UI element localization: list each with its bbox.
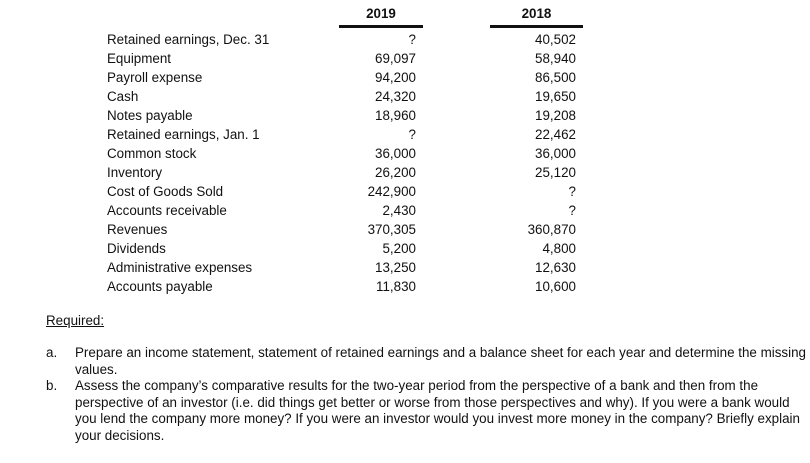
account-label: Revenues — [107, 222, 168, 237]
column-header-2018: 2018 — [521, 6, 552, 21]
value-2019: ? — [408, 127, 416, 142]
account-labels-column — [107, 30, 347, 296]
account-label: Common stock — [107, 146, 197, 161]
account-label: Cash — [107, 89, 139, 104]
value-2019: 5,200 — [382, 241, 416, 256]
value-2019: 69,097 — [375, 51, 416, 66]
account-label: Dividends — [107, 241, 166, 256]
value-2018: 10,600 — [535, 279, 576, 294]
value-2019: 94,200 — [375, 70, 416, 85]
value-2018: 58,940 — [535, 51, 576, 66]
value-2018: 4,800 — [542, 241, 576, 256]
column-header-2019: 2019 — [366, 6, 396, 21]
account-label: Accounts payable — [107, 279, 213, 294]
requirement-text: Assess the company’s comparative results for the two-year period from the perspective of a bank and then from the perspective of an investor (i.e. did things get better or worse from those perspectives and why). If you were a bank would you lend the company more money? If you were an investor would you invest more money in the company? Briefly explain your decisions. — [75, 378, 800, 443]
value-2019: 24,320 — [375, 89, 416, 104]
values-2019-column — [330, 30, 416, 296]
value-2018: 40,502 — [535, 32, 576, 47]
account-label: Inventory — [107, 165, 163, 180]
value-2018: ? — [568, 203, 576, 218]
value-2019: 26,200 — [375, 165, 416, 180]
value-2018: 86,500 — [535, 70, 576, 85]
header-underline-2018 — [490, 25, 583, 28]
value-2018: 360,870 — [527, 222, 576, 237]
account-label: Equipment — [107, 51, 172, 66]
value-2018: 25,120 — [535, 165, 576, 180]
value-2018: ? — [568, 184, 576, 199]
required-heading: Required: — [46, 313, 105, 328]
account-label: Administrative expenses — [107, 260, 253, 275]
requirement-text: Prepare an income statement, statement of retained earnings and a balance sheet for each year and determine the missing values. — [75, 345, 806, 377]
value-2018: 36,000 — [535, 146, 576, 161]
account-label: Retained earnings, Dec. 31 — [107, 32, 270, 47]
value-2019: 370,305 — [367, 222, 416, 237]
value-2019: 2,430 — [382, 203, 416, 218]
account-label: Retained earnings, Jan. 1 — [107, 127, 260, 142]
account-label: Notes payable — [107, 108, 193, 123]
account-label: Accounts receivable — [107, 203, 227, 218]
value-2019: 242,900 — [367, 184, 416, 199]
value-2018: 19,208 — [535, 108, 576, 123]
header-underline-2019 — [339, 25, 423, 28]
value-2019: 13,250 — [375, 260, 416, 275]
account-label: Cost of Goods Sold — [107, 184, 224, 199]
value-2019: 18,960 — [375, 108, 416, 123]
value-2018: 22,462 — [535, 127, 576, 142]
value-2018: 12,630 — [535, 260, 576, 275]
requirement-letter: b. — [46, 378, 58, 393]
value-2019: 36,000 — [375, 146, 416, 161]
value-2019: 11,830 — [376, 279, 416, 294]
value-2019: ? — [408, 32, 416, 47]
values-2018-column — [490, 30, 576, 296]
account-label: Payroll expense — [107, 70, 203, 85]
value-2018: 19,650 — [535, 89, 576, 104]
requirement-letter: a. — [46, 345, 58, 360]
